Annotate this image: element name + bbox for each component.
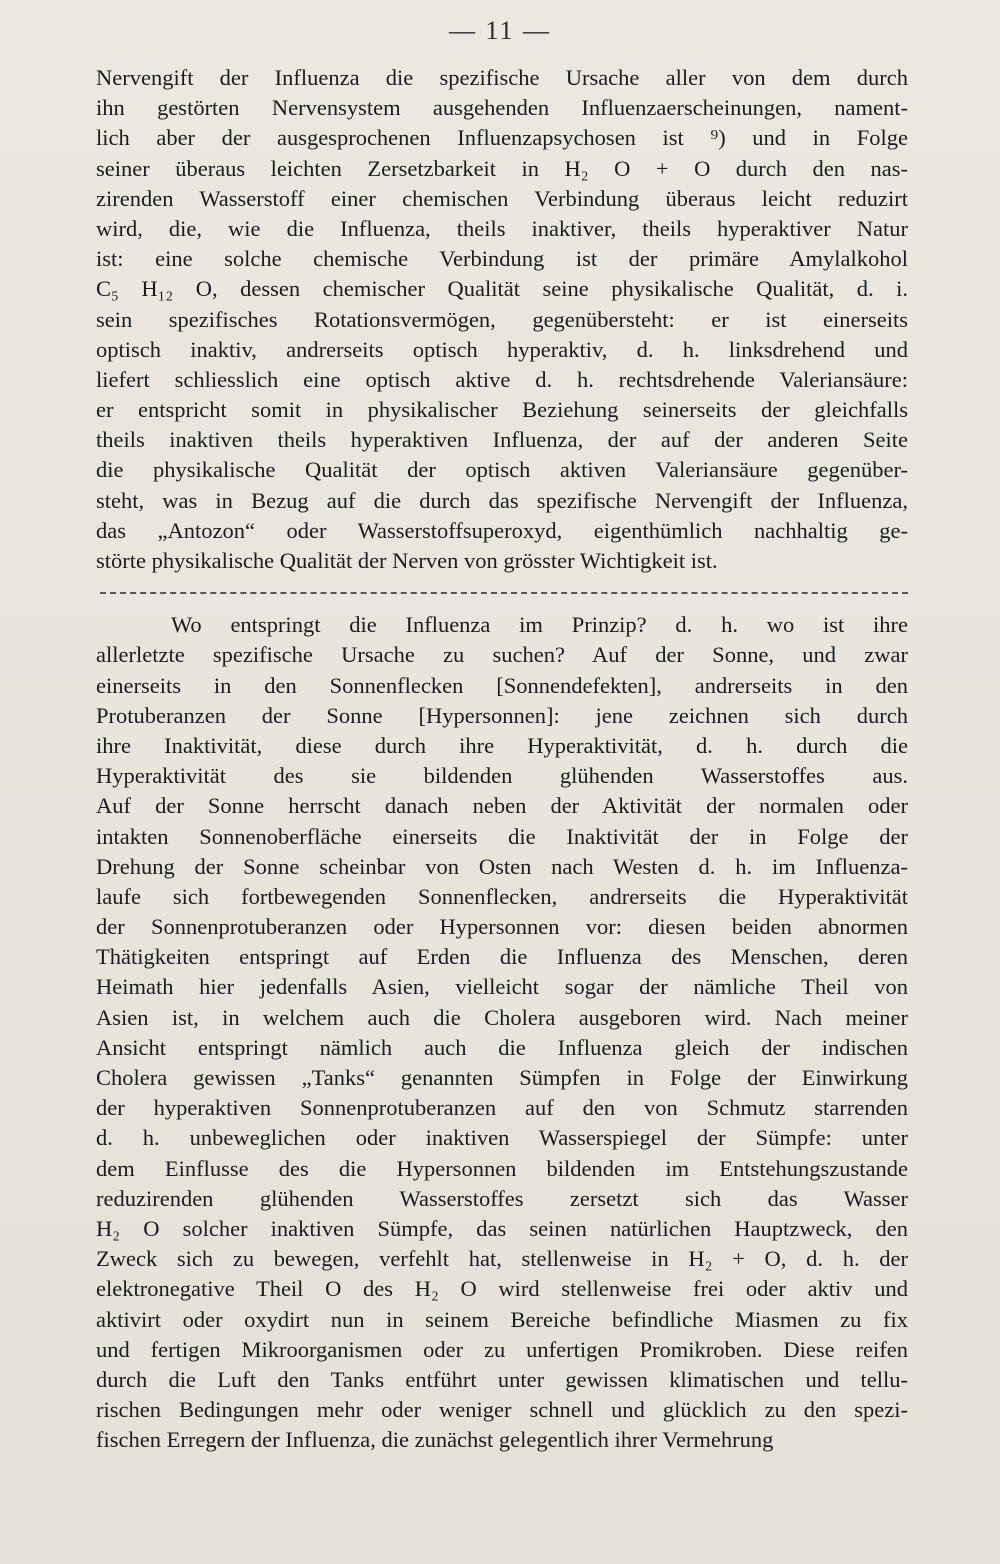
text-line: steht, was in Bezug auf die durch das spezifische Nervengift der Influenza, (96, 487, 908, 513)
text-line: das „Antozon“ oder Wasserstoffsuperoxyd, eigenthümlich nachhaltig ge- (96, 517, 908, 543)
text-line: theils inaktiven theils hyperaktiven Influenza, der auf der anderen Seite (96, 427, 908, 453)
text-line: Drehung der Sonne scheinbar von Osten nach Westen d. h. im Influenza- (96, 853, 908, 879)
text-line: intakten Sonnenoberfläche einerseits die Inaktivität der in Folge der (96, 823, 908, 849)
text-line: seiner überaus leichten Zersetzbarkeit in H₂ O + O durch den nas- (96, 155, 908, 181)
text-line: Nervengift der Influenza die spezifische Ursache aller von dem durch (96, 65, 908, 90)
body-text (96, 63, 908, 1455)
text-line: einerseits in den Sonnenflecken [Sonnendefekten], andrerseits in den (96, 672, 908, 698)
text-line: lich aber der ausgesprochenen Influenzapsychosen ist ⁹) und in Folge (96, 125, 908, 151)
paragraph-2 (96, 610, 908, 1455)
text-line: Protuberanzen der Sonne [Hypersonnen]: jene zeichnen sich durch (96, 702, 908, 728)
text-line: wird, die, wie die Influenza, theils inaktiver, theils hyperaktiver Natur (96, 215, 908, 241)
text-line: ist: eine solche chemische Verbindung ist der primäre Amylalkohol (96, 246, 908, 272)
text-line: aktivirt oder oxydirt nun in seinem Bereiche befindliche Miasmen zu fix (96, 1306, 908, 1332)
text-line: C₅ H₁₂ O, dessen chemischer Qualität seine physikalische Qualität, d. i. (96, 276, 908, 302)
text-line: der Sonnenprotuberanzen oder Hypersonnen vor: diesen beiden abnormen (96, 914, 908, 940)
text-line: Thätigkeiten entspringt auf Erden die Influenza des Menschen, deren (96, 944, 908, 970)
section-separator (96, 580, 908, 606)
text-line: elektronegative Theil O des H₂ O wird stellenweise frei oder aktiv und (96, 1276, 908, 1302)
text-line: ihn gestörten Nervensystem ausgehenden Influenzaerscheinungen, nament- (96, 95, 908, 121)
text-line: optisch inaktiv, andrerseits optisch hyperaktiv, d. h. linksdrehend und (96, 336, 908, 362)
text-line: H₂ O solcher inaktiven Sümpfe, das seinen natürlichen Hauptzweck, den (96, 1215, 908, 1241)
text-line: Auf der Sonne herrscht danach neben der Aktivität der normalen oder (96, 793, 908, 819)
text-line: der hyperaktiven Sonnenprotuberanzen auf den von Schmutz starrenden (96, 1095, 908, 1121)
text-line: allerletzte spezifische Ursache zu suchen? Auf der Sonne, und zwar (96, 642, 908, 668)
text-line: störte physikalische Qualität der Nerven von grösster Wichtigkeit ist. (96, 548, 718, 573)
text-line: d. h. unbeweglichen oder inaktiven Wasserspiegel der Sümpfe: unter (96, 1125, 908, 1151)
text-line: rischen Bedingungen mehr oder weniger schnell und glücklich zu den spezi- (96, 1397, 908, 1423)
text-line: er entspricht somit in physikalischer Beziehung seinerseits der gleichfalls (96, 397, 908, 423)
text-line: reduzirenden glühenden Wasserstoffes zersetzt sich das Wasser (96, 1185, 908, 1211)
text-line: Hyperaktivität des sie bildenden glühenden Wasserstoffes aus. (96, 763, 908, 789)
text-line: zirenden Wasserstoff einer chemischen Verbindung überaus leicht reduzirt (96, 185, 908, 211)
text-line: fischen Erregern der Influenza, die zunächst gelegentlich ihrer Vermehrung (96, 1427, 774, 1453)
paragraph-1 (96, 63, 908, 576)
text-line: sein spezifisches Rotationsvermögen, gegenübersteht: er ist einerseits (96, 306, 908, 332)
text-line: dem Einflusse des die Hypersonnen bildenden im Entstehungszustande (96, 1155, 908, 1181)
text-line: Asien ist, in welchem auch die Cholera ausgeboren wird. Nach meiner (96, 1004, 908, 1030)
text-line: die physikalische Qualität der optisch aktiven Valeriansäure gegenüber- (96, 457, 908, 483)
text-line: laufe sich fortbewegenden Sonnenflecken, andrerseits die Hyperaktivität (96, 883, 908, 909)
text-line: Heimath hier jedenfalls Asien, vielleicht sogar der nämliche Theil von (96, 974, 908, 1000)
text-line: liefert schliesslich eine optisch aktive d. h. rechtsdrehende Valeriansäure: (96, 366, 908, 392)
text-line: durch die Luft den Tanks entführt unter gewissen klimatischen und tellu- (96, 1366, 908, 1392)
page-number: — 11 — (448, 16, 552, 45)
text-line: und fertigen Mikroorganismen oder zu unfertigen Promikroben. Diese reifen (96, 1336, 908, 1362)
text-line: ihre Inaktivität, diese durch ihre Hyperaktivität, d. h. durch die (96, 732, 908, 758)
text-line: Ansicht entspringt nämlich auch die Influenza gleich der indischen (96, 1034, 908, 1060)
text-line: Cholera gewissen „Tanks“ genannten Sümpfen in Folge der Einwirkung (96, 1065, 908, 1090)
text-line: Wo entspringt die Influenza im Prinzip? d. h. wo ist ihre (171, 612, 908, 638)
text-line: Zweck sich zu bewegen, verfehlt hat, stellenweise in H₂ + O, d. h. der (96, 1246, 908, 1272)
